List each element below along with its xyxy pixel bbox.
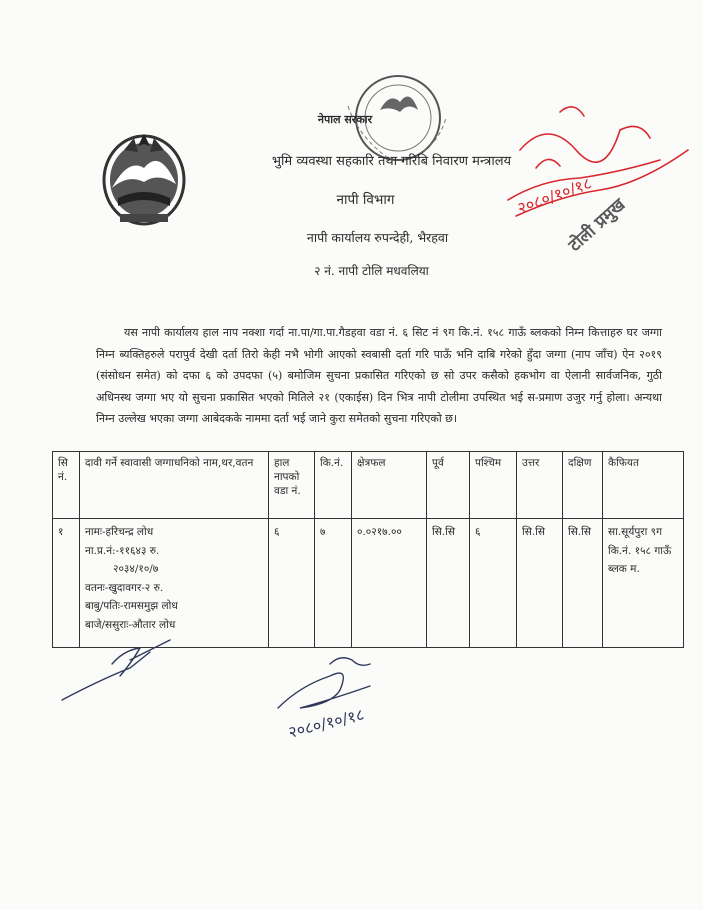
team-title: २ नं. नापी टोलि मधवलिया xyxy=(314,264,429,278)
cell-west: ६ xyxy=(470,519,517,648)
cell-remarks: सा.सूर्यपुरा ९ग कि.नं. १५८ गाऊँ ब्लक म. xyxy=(603,519,684,648)
nepal-emblem-icon xyxy=(98,128,190,228)
cell-east: सि.सि xyxy=(427,519,470,648)
table-row xyxy=(53,519,684,648)
header-plot: कि.नं. xyxy=(315,452,352,519)
header-area: क्षेत्रफल xyxy=(352,452,427,519)
office-title: नापी कार्यालय रुपन्देही, भैरहवा xyxy=(306,230,449,245)
cell-area: ०.०२१७.०० xyxy=(352,519,427,648)
header-claimant: दावी गर्ने स्वावासी जग्गाधनिको नाम,थर,वतन xyxy=(80,452,269,519)
signature-left xyxy=(62,652,150,700)
cell-north: सि.सि xyxy=(517,519,563,648)
cell-south: सि.सि xyxy=(563,519,603,648)
bottom-signature-date: २०८०/१०/१८ xyxy=(286,704,367,742)
header-remarks: कैफियत xyxy=(603,452,684,519)
notice-paragraph: यस नापी कार्यालय हाल नाप नक्शा गर्दा ना.पा/गा.पा.गैडहवा वडा नं. ६ सिट नं ९ग कि.नं. १५८ गाऊँ ब्लकको निम्न कित्ताहरु घर जग्गा निम्न ब्यक्तिहरुले परापुर्व देखी दर्ता तिरो केही नभै भोगी आएको स्वबासी दर्ता गरि पाऊँ भनि दाबि गरेको हुँदा जग्गा (नाप जाँच) ऐन २०१९ (संसोधन समेत) को दफा ६ को उपदफा (५) बमोजिम सुचना प्रकासित गरिएको छ सो उपर कसैको हकभोग वा ऐलानी सार्वजनिक, गुठी अधिनस्थ जग्गा भए यो सुचना प्रकासित भएको मितिले २१ (एकाईस) दिन भित्र नापी टोलीमा उपस्थित भई स-प्रमाण उजुर गर्नु होला। अन्यथा निम्न उल्लेख भएका जग्गा आबेदकके नाममा दर्ता भई जाने कुरा समेतको सुचना गरिएको छ। xyxy=(96,326,662,425)
claimant-grandfather: बाजे/ससुराः-औतार लोध xyxy=(85,618,176,631)
claimant-citizenship: ना.प्र.नं:-११६४३ रु. xyxy=(85,544,160,557)
department-title: नापी विभाग xyxy=(336,192,395,208)
header-ward: हाल नापको वडा नं. xyxy=(269,452,315,519)
signature-right xyxy=(278,673,370,708)
header-east: पूर्व xyxy=(427,452,470,519)
header-south: दक्षिण xyxy=(563,452,603,519)
cell-ward: ६ xyxy=(269,519,315,648)
cell-sn: १ xyxy=(53,519,80,648)
government-title: नेपाल सरकार xyxy=(317,113,373,126)
red-date-text: २०८०/१०/१८ xyxy=(514,173,595,218)
team-leader-stamp-text: टोली प्रमुख xyxy=(564,194,630,256)
table-header-row xyxy=(53,452,684,519)
ministry-title: भुमि व्यवस्था सहकारि तथा गरिबि निवारण मन्त्रालय xyxy=(271,154,512,169)
claimant-name: नामः-हरिचन्द्र लोध xyxy=(85,526,154,538)
header-sn: सि नं. xyxy=(53,452,80,519)
claims-table xyxy=(52,451,684,648)
header-north: उत्तर xyxy=(517,452,563,519)
claimant-father: बाबु/पतिः-रामसमुझ लोध xyxy=(85,600,178,612)
cell-claimant xyxy=(80,519,269,648)
cell-plot: ७ xyxy=(315,519,352,648)
claimant-issue-date: २०३४/१०/७ xyxy=(113,563,159,575)
claimant-address: वतनः-खुदावगर-२ रु. xyxy=(85,581,164,594)
header-west: पश्चिम xyxy=(470,452,517,519)
